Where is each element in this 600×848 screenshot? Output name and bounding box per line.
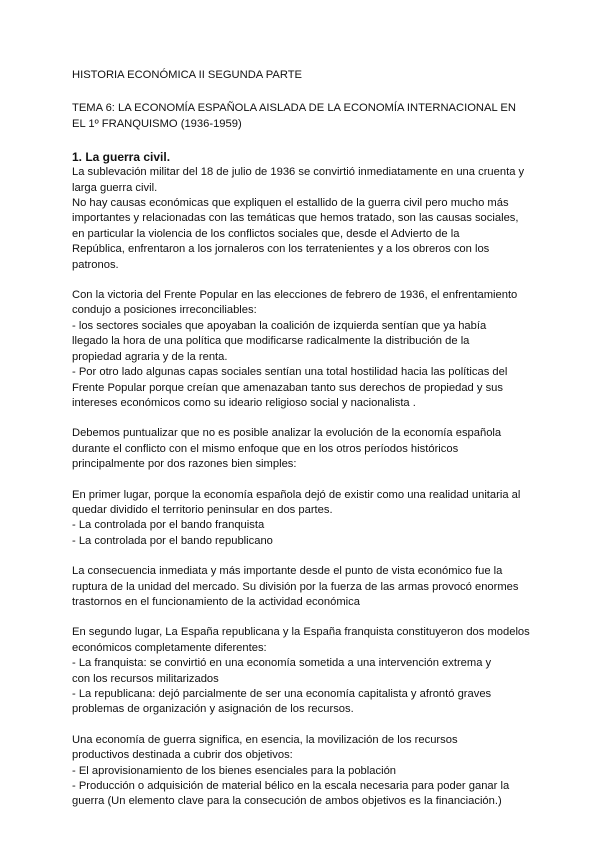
paragraph-line: Debemos puntualizar que no es posible analizar la evolución de la economía española <box>72 427 502 440</box>
paragraph-line: - La republicana: dejó parcialmente de ser una economía capitalista y afrontó graves <box>72 688 492 700</box>
paragraph-line: Con la victoria del Frente Popular en las elecciones de febrero de 1936, el enfrentamiento <box>72 289 518 302</box>
paragraph <box>72 426 530 472</box>
paragraph-line: - los sectores sociales que apoyaban la coalición de izquierda sentían que ya había <box>72 319 487 332</box>
paragraph <box>72 564 530 610</box>
paragraph-line: patronos. <box>72 258 119 271</box>
paragraph-line: En segundo lugar, La España republicana y la España franquista constituyeron dos modelos <box>72 626 530 639</box>
paragraph-line: No hay causas económicas que expliquen el estallido de la guerra civil pero mucho más <box>72 197 509 210</box>
paragraph-line: larga guerra civil. <box>72 181 158 194</box>
paragraph-line: Frente Popular porque creían que amenazaban tanto sus derechos de propiedad y sus <box>72 381 504 394</box>
paragraph-line: intereses económicos como su ideario religioso social y nacionalista . <box>72 396 416 409</box>
section-title: 1. La guerra civil. <box>72 150 171 165</box>
paragraph-line: La sublevación militar del 18 de julio de 1936 se convirtió inmediatamente en una cruenta y <box>72 166 525 179</box>
paragraph-line: quedar dividido el territorio peninsular en dos partes. <box>72 503 333 516</box>
document-body <box>72 165 530 810</box>
theme-title <box>72 101 530 132</box>
paragraph-line: - El aprovisionamiento de los bienes esenciales para la población <box>72 764 397 777</box>
theme-title-line: EL 1º FRANQUISMO (1936-1959) <box>72 117 242 130</box>
paragraph-line: - La controlada por el bando franquista <box>72 519 265 532</box>
paragraph-line: productivos destinada a cubrir dos objetivos: <box>72 749 293 762</box>
paragraph-line: - La controlada por el bando republicano <box>72 534 273 547</box>
document-header: HISTORIA ECONÓMICA II SEGUNDA PARTE <box>72 69 303 81</box>
paragraph-line: En primer lugar, porque la economía española dejó de existir como una realidad unitaria al <box>72 488 521 501</box>
paragraph-line: condujo a posiciones irreconciliables: <box>72 304 257 317</box>
paragraph <box>72 165 530 273</box>
paragraph-line: propiedad agraria y de la renta. <box>72 350 228 363</box>
paragraph <box>72 488 530 550</box>
paragraph-line: principalmente por dos razones bien simples: <box>72 458 297 471</box>
paragraph-line: La consecuencia inmediata y más importante desde el punto de vista económico fue la <box>72 565 503 578</box>
paragraph <box>72 625 530 717</box>
paragraph-line: con los recursos militarizados <box>72 672 219 685</box>
paragraph-line: económicos completamente diferentes: <box>72 641 267 654</box>
paragraph-line: República, enfrentaron a los jornaleros con los terratenientes y a los obreros con los <box>72 243 490 256</box>
paragraph-line: durante el conflicto con el mismo enfoque que en los otros períodos históricos <box>72 442 459 455</box>
paragraph-line: Una economía de guerra significa, en esencia, la movilización de los recursos <box>72 733 458 746</box>
paragraph <box>72 288 530 411</box>
paragraph-line: - Producción o adquisición de material bélico en la escala necesaria para poder ganar la <box>72 780 510 793</box>
paragraph-line: en particular la violencia de los conflictos sociales que, desde el Advierto de la <box>72 227 460 240</box>
paragraph-line: ruptura de la unidad del mercado. Su división por la fuerza de las armas provocó enormes <box>72 580 519 593</box>
paragraph-line: trastornos en el funcionamiento de la actividad económica <box>72 595 360 608</box>
paragraph-line: guerra (Un elemento clave para la consecución de ambos objetivos es la financiación.) <box>72 795 502 808</box>
paragraph-line: - Por otro lado algunas capas sociales sentían una total hostilidad hacia las políticas del <box>72 366 508 379</box>
paragraph-line: importantes y relacionadas con las temáticas que hemos tratado, son las causas sociales, <box>72 212 519 225</box>
paragraph-line: problemas de organización y asignación de los recursos. <box>72 703 354 716</box>
paragraph <box>72 733 530 810</box>
theme-title-line: TEMA 6: LA ECONOMÍA ESPAÑOLA AISLADA DE LA ECONOMÍA INTERNACIONAL EN <box>72 102 516 115</box>
paragraph-line: - La franquista: se convirtió en una economía sometida a una intervención extrema y <box>72 657 492 670</box>
paragraph-line: llegado la hora de una política que modificarse radicalmente la distribución de la <box>72 335 470 348</box>
